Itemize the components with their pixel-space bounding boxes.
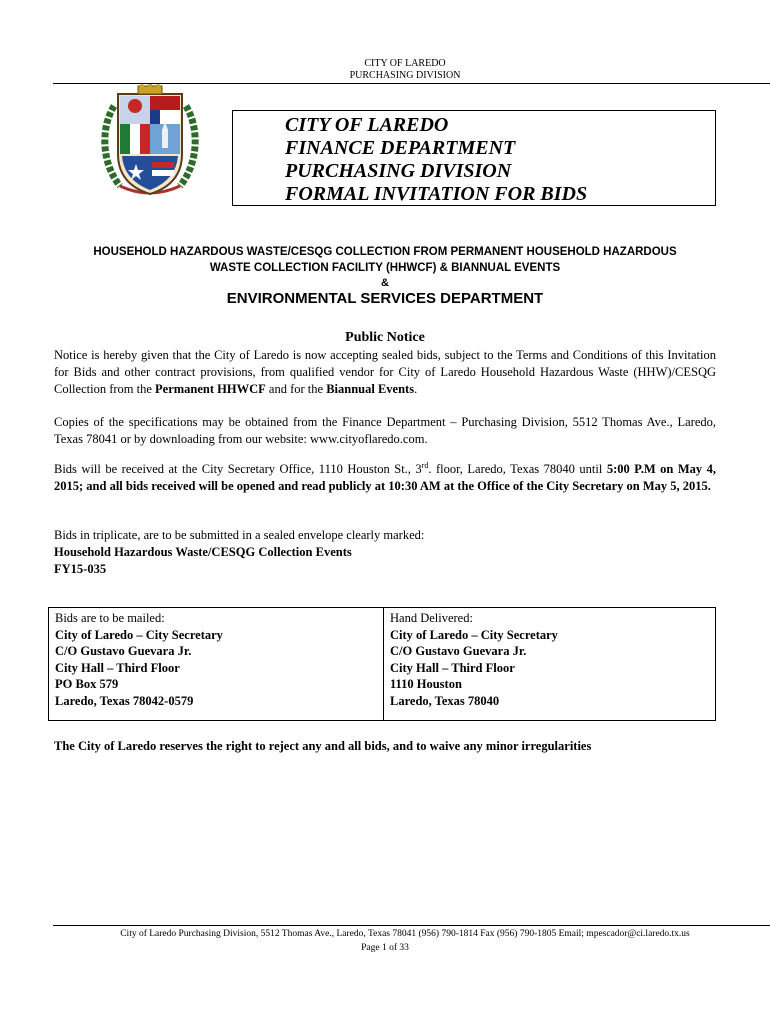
header-city: CITY OF LAREDO [364, 58, 446, 69]
hand-delivered-label: Hand Delivered: [390, 611, 473, 625]
address-table [48, 607, 716, 721]
footer-contact: City of Laredo Purchasing Division, 5512 Thomas Ave., Laredo, Texas 78041 (956) 790-1814 Fax (956) 790-1805 Email; mpescador@ci.laredo.tx.us [120, 929, 690, 939]
hand-line: Laredo, Texas 78040 [390, 693, 500, 708]
title-invitation: FORMAL INVITATION FOR BIDS [285, 183, 588, 205]
specifications-paragraph: Copies of the specifications may be obtained from the Finance Department – Purchasing Division, 5512 Thomas Ave., Laredo, Texas 78041 or by downloading from our website: www.cityoflaredo.com. [54, 415, 716, 446]
hand-line: City Hall – Third Floor [390, 660, 515, 675]
page-number: Page 1 of 33 [361, 943, 409, 953]
notice-text-mid: and for the [265, 382, 327, 396]
reservation-statement: The City of Laredo reserves the right to reject any and all bids, and to waive any minor irregularities [54, 739, 592, 753]
notice-text: Notice is hereby given that the City of Laredo is now accepting sealed bids, subject to the Terms and Conditions of this Invitation for Bids and other contract provisions, from qualified vendor for City of Laredo Household Hazardous Waste (HHW)/CESQG Collection from the [54, 348, 716, 396]
public-notice-heading: Public Notice [345, 330, 425, 345]
deadline-date: 5:00 P.M on May 4, 2015; and all bids received will be opened and read publicly at 10:30 AM at the Office of the City Secretary on May 5, 2015. [54, 462, 717, 493]
deadline-text-2: . floor, Laredo, Texas 78040 until [428, 462, 607, 476]
mailed-label: Bids are to be mailed: [55, 611, 165, 625]
department-name: ENVIRONMENTAL SERVICES DEPARTMENT [226, 290, 544, 307]
mailed-line: City of Laredo – City Secretary [55, 627, 223, 642]
header-division: PURCHASING DIVISION [349, 70, 461, 81]
submission-text: Bids in triplicate, are to be submitted in a sealed envelope clearly marked: [54, 528, 425, 542]
deadline-text: Bids will be received at the City Secretary Office, 1110 Houston St., 3 [54, 462, 422, 476]
project-title-line-1: HOUSEHOLD HAZARDOUS WASTE/CESQG COLLECTION FROM PERMANENT HOUSEHOLD HAZARDOUS [93, 246, 677, 258]
hand-line: 1110 Houston [390, 677, 462, 691]
hand-line: City of Laredo – City Secretary [390, 627, 558, 642]
title-purchasing-division: PURCHASING DIVISION [285, 160, 512, 182]
mailed-line: PO Box 579 [55, 677, 119, 691]
mailed-address [55, 610, 223, 709]
submission-paragraph [54, 527, 716, 578]
footer-divider [53, 925, 770, 926]
title-city: CITY OF LAREDO [285, 114, 449, 136]
floor-superscript: rd [421, 460, 429, 470]
mailed-line: C/O Gustavo Guevara Jr. [55, 644, 192, 658]
hand-delivered-address [390, 610, 558, 709]
permanent-hhwcf: Permanent HHWCF [155, 382, 266, 396]
biannual-events: Biannual Events [326, 382, 415, 396]
mailed-line: City Hall – Third Floor [55, 660, 180, 675]
address-table-divider [383, 608, 384, 720]
project-title-line-2: WASTE COLLECTION FACILITY (HHWCF) & BIANNUAL EVENTS [209, 262, 561, 274]
mailed-line: Laredo, Texas 78042-0579 [55, 693, 194, 708]
city-seal-logo [100, 84, 200, 200]
project-title-ampersand: & [381, 277, 389, 289]
title-box [232, 110, 716, 206]
hand-line: C/O Gustavo Guevara Jr. [390, 644, 527, 658]
title-finance-department: FINANCE DEPARTMENT [285, 137, 516, 159]
notice-paragraph-1 [54, 347, 716, 398]
notice-text-end: . [414, 382, 418, 396]
bid-number: FY15-035 [54, 562, 107, 576]
bid-deadline-paragraph [54, 461, 716, 495]
page-header [0, 58, 770, 82]
envelope-label: Household Hazardous Waste/CESQG Collection Events [54, 545, 352, 559]
